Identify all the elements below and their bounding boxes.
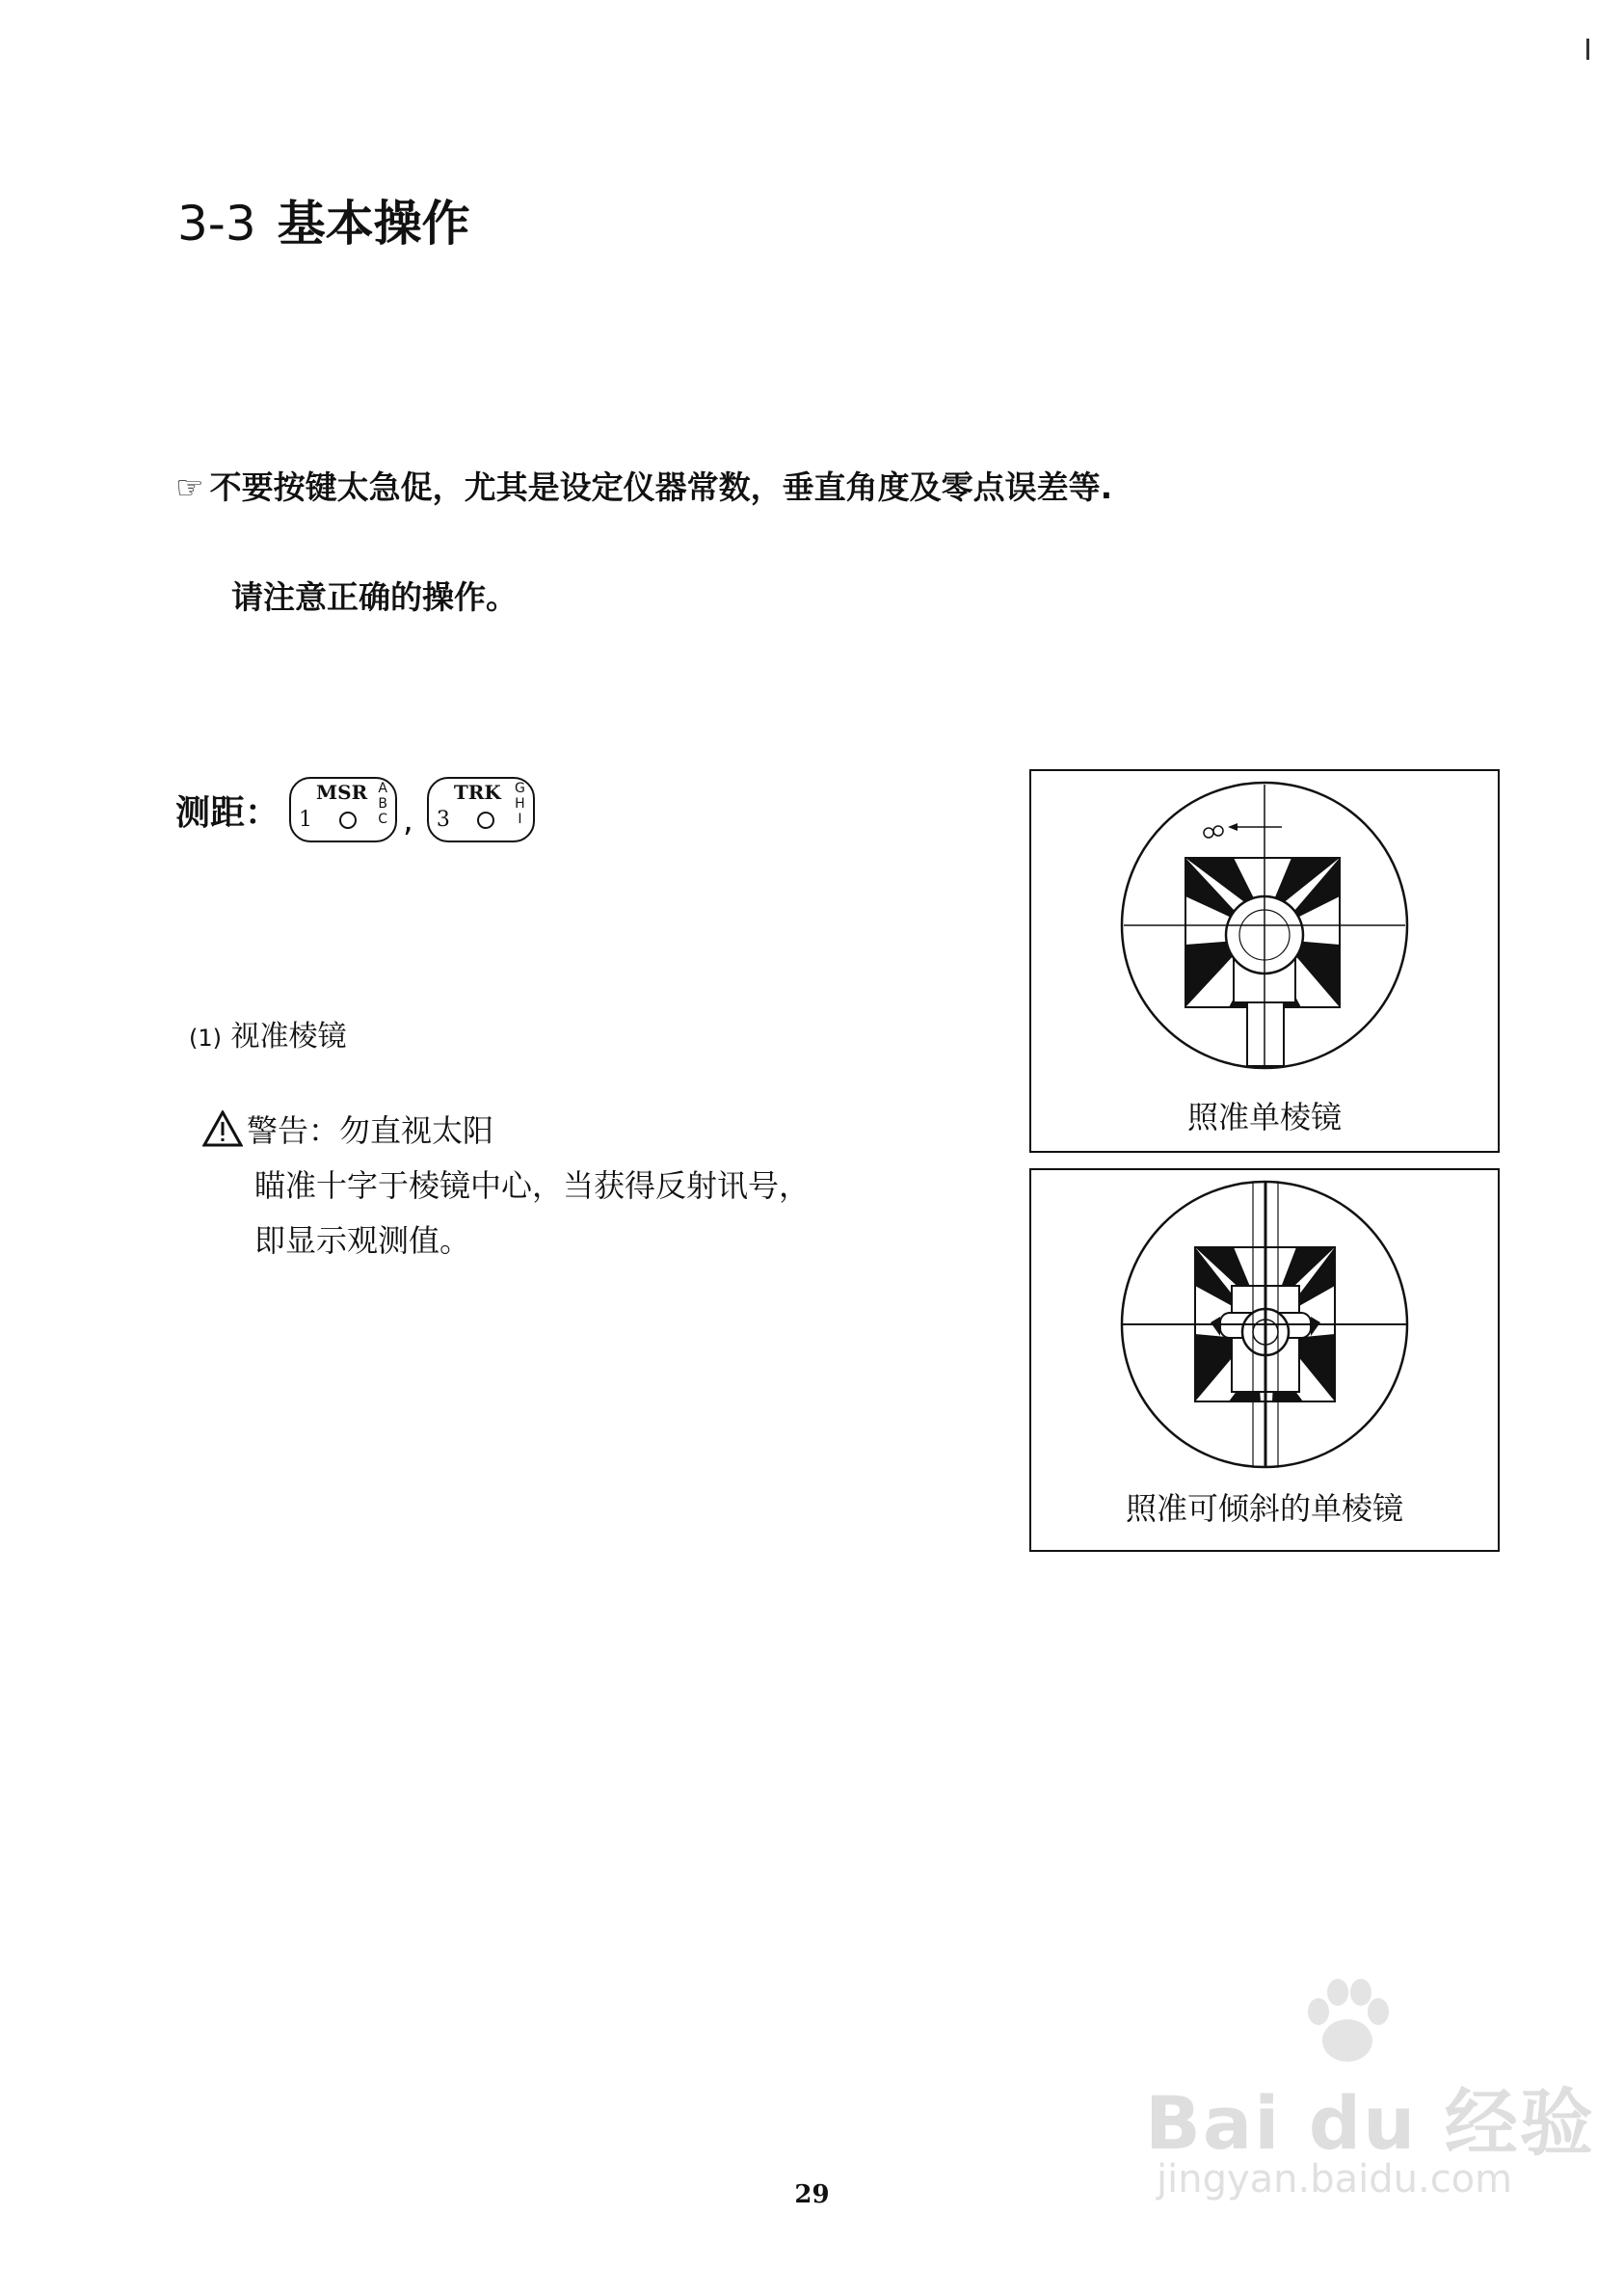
key-dot-icon [339, 812, 357, 829]
msr-key [289, 777, 397, 842]
pointing-hand-icon: ☞ [175, 468, 204, 506]
key-dot-icon [477, 812, 494, 829]
page-edge-mark [1586, 39, 1589, 60]
figure-tilting-prism [1029, 1168, 1500, 1552]
trk-key-label: TRK [453, 781, 501, 804]
watermark-brand: Bai du 经验 [1145, 2080, 1595, 2166]
section-title [177, 185, 470, 254]
caution-line-2: 请注意正确的操作。 [231, 578, 518, 616]
measure-row [175, 771, 535, 848]
trk-key-number: 3 [436, 808, 450, 832]
warning-colon: ： [308, 1112, 340, 1149]
msr-key-number: 1 [299, 808, 313, 832]
warning-text: 勿直视太阳 [339, 1112, 494, 1149]
msr-key-letters: A B C [378, 781, 388, 827]
subsection-number: (1) [189, 1025, 222, 1052]
body-line-1: 瞄准十字于棱镜中心，当获得反射讯号， [254, 1167, 811, 1204]
page-number: 29 [794, 2180, 830, 2209]
trk-key-letters: G H I [514, 781, 525, 827]
caution-line-1 [175, 463, 1112, 508]
baidu-paw-icon [1290, 1968, 1405, 2074]
trk-key [427, 777, 535, 842]
figure-single-prism [1029, 769, 1500, 1153]
warning-line [202, 1107, 493, 1151]
figure-2-caption: 照准可倾斜的单棱镜 [1125, 1490, 1403, 1527]
section-heading: 基本操作 [277, 196, 470, 252]
warning-triangle-icon [202, 1110, 243, 1147]
msr-key-label: MSR [316, 781, 368, 804]
watermark-url: jingyan.baidu.com [1157, 2157, 1513, 2202]
subsection-title: 视准棱镜 [230, 1020, 347, 1054]
body-line-2: 即显示观测值。 [254, 1222, 471, 1259]
warning-label: 警告 [247, 1112, 309, 1149]
section-number: 3-3 [177, 196, 256, 252]
caution-text-1: 不要按键太急促，尤其是设定仪器常数，垂直角度及零点误差等. [209, 468, 1113, 506]
key-separator: , [403, 801, 413, 840]
baidu-watermark [1145, 2065, 1595, 2170]
measure-label: 测距： [175, 792, 280, 833]
figure-1-caption: 照准单棱镜 [1186, 1099, 1342, 1135]
subsection-heading [189, 1012, 347, 1054]
